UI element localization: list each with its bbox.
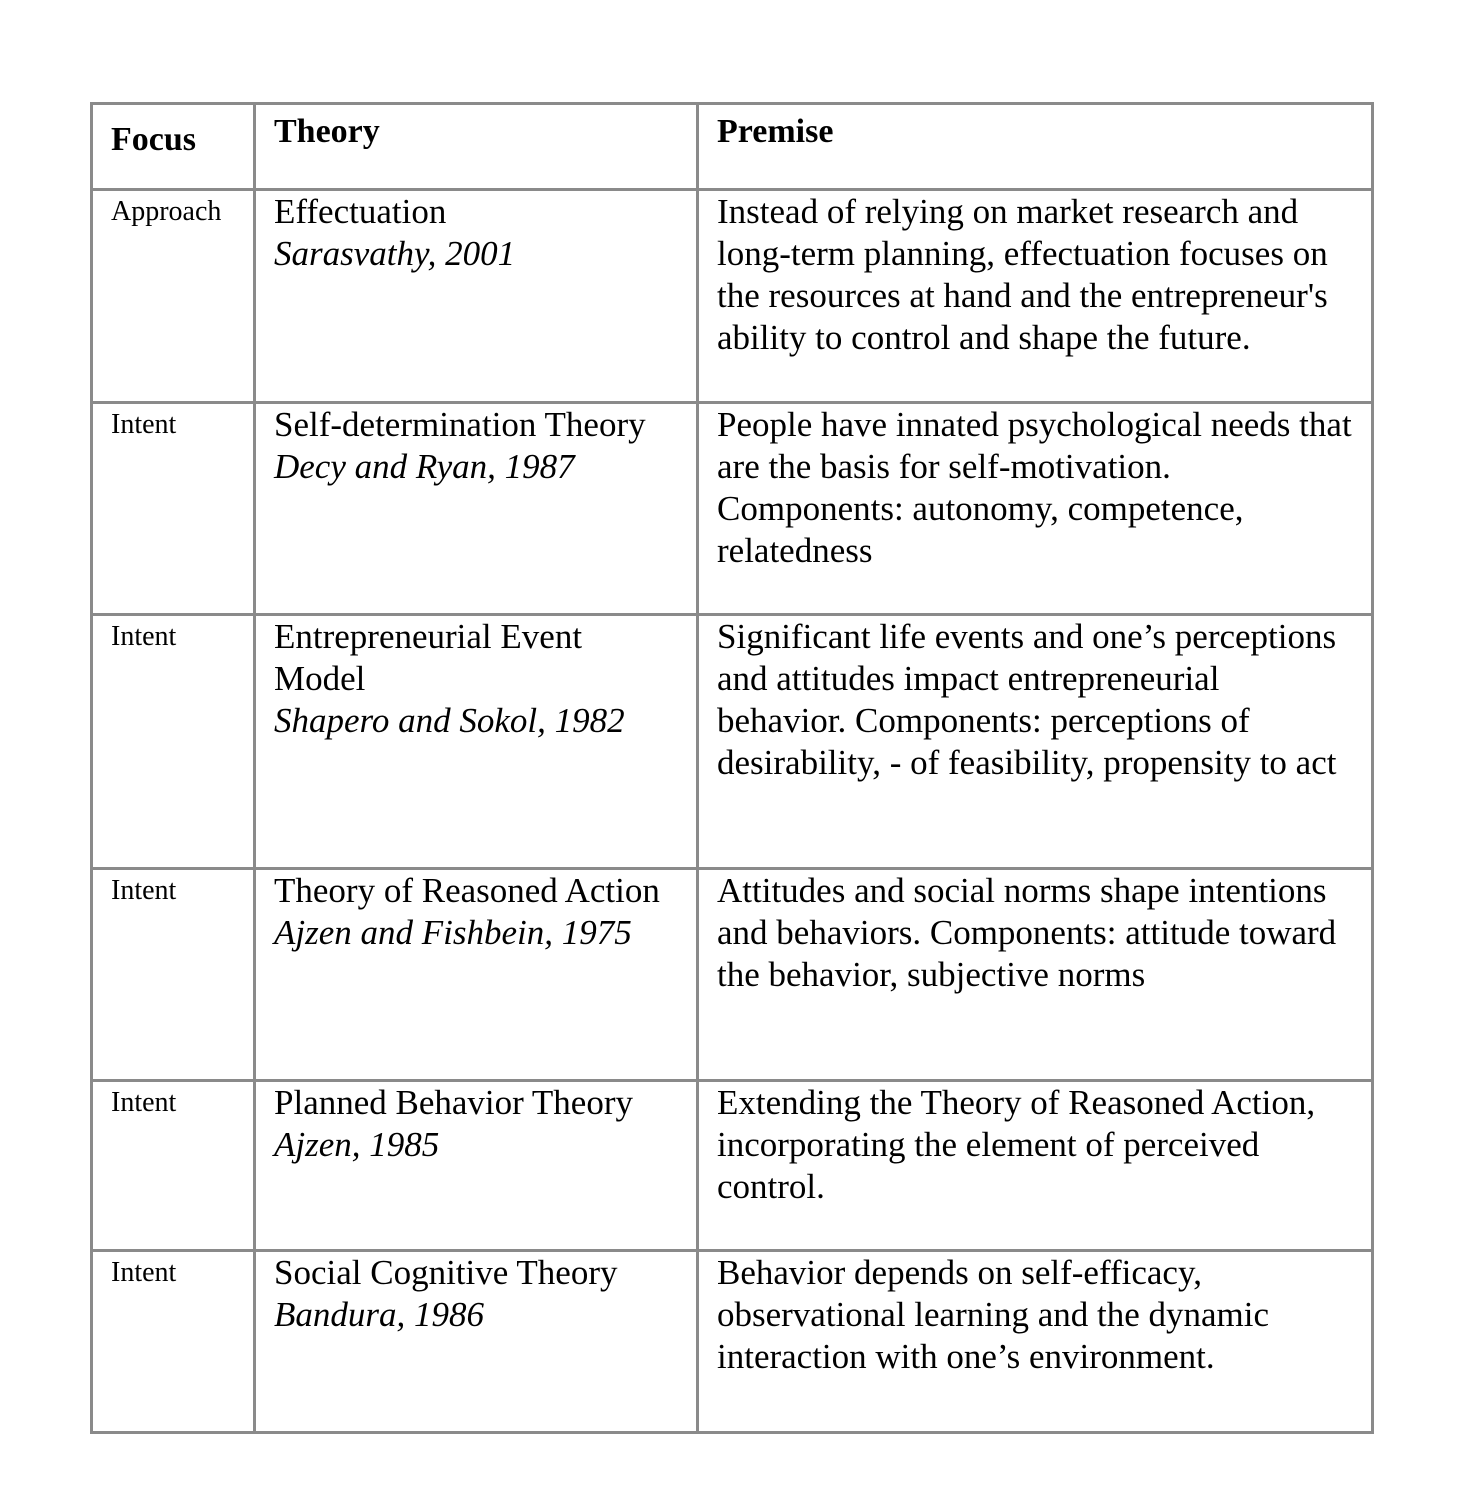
theory-cell [255, 190, 698, 403]
theory-cell [255, 615, 698, 869]
theory-cell [255, 403, 698, 615]
table-row [92, 615, 1373, 869]
header-premise: Premise [698, 104, 1373, 190]
table-row [92, 1081, 1373, 1251]
focus-cell: Intent [92, 869, 255, 1081]
premise-cell: Behavior depends on self-efficacy, observational learning and the dynamic interaction with one’s environment. [698, 1251, 1373, 1433]
header-focus: Focus [92, 104, 255, 190]
table-row [92, 190, 1373, 403]
focus-cell: Intent [92, 615, 255, 869]
theory-citation: Shapero and Sokol, 1982 [274, 701, 625, 740]
premise-cell: Extending the Theory of Reasoned Action, incorporating the element of perceived control. [698, 1081, 1373, 1251]
theory-cell [255, 869, 698, 1081]
theory-name: Social Cognitive Theory [274, 1253, 618, 1292]
theory-citation: Decy and Ryan, 1987 [274, 447, 575, 486]
premise-cell: Significant life events and one’s perceptions and attitudes impact entrepreneurial behavior. Components: perceptions of desirability, - of feasibility, propensity to act [698, 615, 1373, 869]
focus-cell: Intent [92, 403, 255, 615]
theory-name: Effectuation [274, 192, 447, 231]
theory-name: Theory of Reasoned Action [274, 871, 660, 910]
table-row [92, 1251, 1373, 1433]
theory-cell [255, 1081, 698, 1251]
theory-citation: Sarasvathy, 2001 [274, 234, 516, 273]
theories-table [90, 102, 1374, 1434]
premise-cell: People have innated psychological needs that are the basis for self-motivation. Components: autonomy, competence, relatedness [698, 403, 1373, 615]
focus-cell: Approach [92, 190, 255, 403]
premise-cell: Instead of relying on market research and long-term planning, effectuation focuses on the resources at hand and the entrepreneur's ability to control and shape the future. [698, 190, 1373, 403]
theory-name: Entrepreneurial Event Model [274, 617, 583, 698]
theory-citation: Ajzen and Fishbein, 1975 [274, 913, 632, 952]
theory-name: Self-determination Theory [274, 405, 646, 444]
focus-cell: Intent [92, 1251, 255, 1433]
table-header-row [92, 104, 1373, 190]
header-theory: Theory [255, 104, 698, 190]
theory-cell [255, 1251, 698, 1433]
premise-cell: Attitudes and social norms shape intentions and behaviors. Components: attitude toward the behavior, subjective norms [698, 869, 1373, 1081]
theory-name: Planned Behavior Theory [274, 1083, 633, 1122]
focus-cell: Intent [92, 1081, 255, 1251]
table-row [92, 869, 1373, 1081]
theory-citation: Ajzen, 1985 [274, 1125, 440, 1164]
theory-citation: Bandura, 1986 [274, 1295, 484, 1334]
table-row [92, 403, 1373, 615]
